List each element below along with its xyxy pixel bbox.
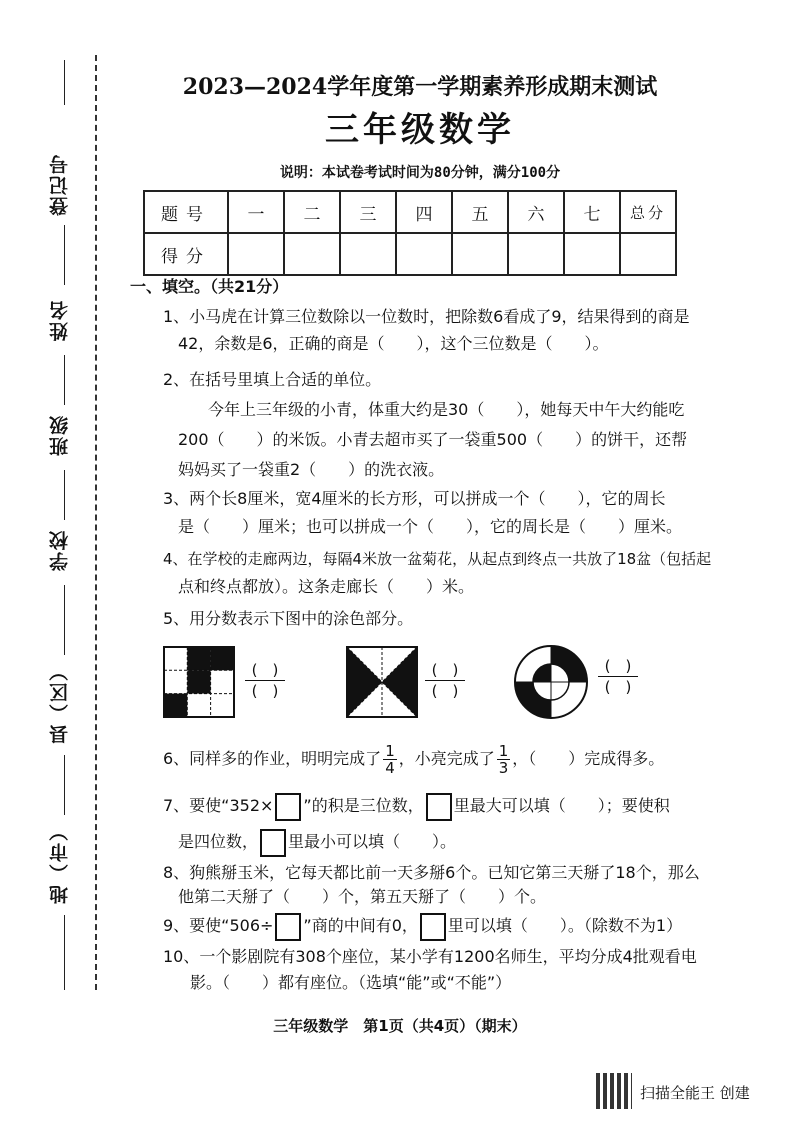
score-total-label: 总分 [620,191,676,233]
score-cell[interactable] [564,233,620,275]
fraction-one-quarter: $\frac{1}{4}$ [385,742,395,777]
blank-box[interactable] [275,913,301,941]
binding-rule [64,585,65,655]
q8-line2: 他第二天掰了（ ）个，第五天掰了（ ）个。 [178,887,547,906]
score-col: 三 [340,191,396,233]
section-heading: 一、填空。（共21分） [130,277,289,296]
score-cell[interactable] [620,233,676,275]
fraction-one-third: $\frac{1}{3}$ [498,742,509,777]
q8-line1: 8、狗熊掰玉米，它每天都比前一天多掰6个。已知它第三天掰了18个，那么 [163,863,700,882]
score-cell[interactable] [508,233,564,275]
q3-line1: 3、两个长8厘米，宽4厘米的长方形，可以拼成一个（ ），它的周长 [163,489,666,508]
score-cell[interactable] [228,233,284,275]
q10-line2: 影。（ ）都有座位。（选填“能”或“不能”） [190,973,512,992]
binding-rule [64,225,65,285]
q4-line2: 点和终点都放）。这条走廊长（ ）米。 [178,577,475,596]
blank-box[interactable] [275,793,301,821]
q7-line2: 是四位数， 里最小可以填（ ）。 [178,828,456,857]
score-cell[interactable] [452,233,508,275]
scanner-watermark: 扫描全能王 创建 [640,1084,750,1102]
q5-answer-3[interactable]: ( ) ( ) [598,656,638,697]
blank-box[interactable] [426,793,452,821]
exam-note: 说明：本试卷考试时间为80分钟，满分100分 [279,165,561,181]
q1-line2: 42，余数是6，正确的商是（ ），这个三位数是（ ）。 [178,334,609,353]
subject-title: 三年级数学 [325,110,515,150]
score-col: 七 [564,191,620,233]
binding-rule [64,60,65,105]
binding-rule [64,355,65,405]
score-row-label: 得分 [144,233,228,275]
q2-line3: 200（ ）的米饭。小青去超市买了一袋重500（ ）的饼干，还帮 [178,430,688,449]
score-row-label: 题号 [144,191,228,233]
score-col: 四 [396,191,452,233]
qr-code-icon [596,1073,632,1109]
q5-line1: 5、用分数表示下图中的涂色部分。 [163,609,414,628]
q5-figure-circle [513,644,589,720]
q5-answer-1[interactable]: ( ) ( ) [245,660,285,701]
label-name: 姓名 [49,299,71,341]
score-col: 五 [452,191,508,233]
q6-line: 6、同样多的作业，明明完成了 $\frac{1}{4}$ ，小亮完成了 $\frac{1}{3}$ ，（ ）完成得多。 [163,742,665,777]
q4-line1: 4、在学校的走廊两边，每隔4米放一盆菊花，从起点到终点一共放了18盆（包括起 [163,550,712,568]
page-footer: 三年级数学 第1页（共4页）（期末） [273,1017,527,1035]
label-registration-number: 登记号 [49,153,71,217]
q5-answer-2[interactable]: ( ) ( ) [425,660,465,701]
q5-figure-checker [163,646,235,718]
score-col: 二 [284,191,340,233]
q9-line: 9、要使“506÷ ”商的中间有0， 里可以填（ ）。（除数不为1） [163,912,682,941]
binding-rule [64,470,65,520]
exam-title: 2023—2024学年度第一学期素养形成期末测试 [182,74,658,100]
score-cell[interactable] [396,233,452,275]
score-col: 六 [508,191,564,233]
q3-line2: 是（ ）厘米；也可以拼成一个（ ），它的周长是（ ）厘米。 [178,517,683,536]
binding-dashed-line [95,55,97,990]
score-table [143,190,677,276]
q2-line2: 今年上三年级的小青，体重大约是30（ ），她每天中午大约能吃 [208,400,685,419]
blank-box[interactable] [260,829,286,857]
q5-figure-diagonal [346,646,418,718]
score-col: 一 [228,191,284,233]
score-cell[interactable] [340,233,396,275]
q2-line4: 妈妈买了一袋重2（ ）的洗衣液。 [178,460,445,479]
label-school: 学校 [49,529,71,571]
score-cell[interactable] [284,233,340,275]
q2-line1: 2、在括号里填上合适的单位。 [163,370,382,389]
binding-rule [64,915,65,990]
q7-line1: 7、要使“352× ”的积是三位数， 里最大可以填（ ）；要使积 [163,792,670,821]
blank-box[interactable] [420,913,446,941]
binding-rule [64,755,65,815]
q1-line1: 1、小马虎在计算三位数除以一位数时，把除数6看成了9，结果得到的商是 [163,307,690,326]
label-city: 地（市） [49,820,71,905]
label-class: 班级 [49,414,71,456]
label-county: 县（区） [49,660,71,745]
q10-line1: 10、一个影剧院有308个座位，某小学有1200名师生，平均分成4批观看电 [163,947,697,966]
